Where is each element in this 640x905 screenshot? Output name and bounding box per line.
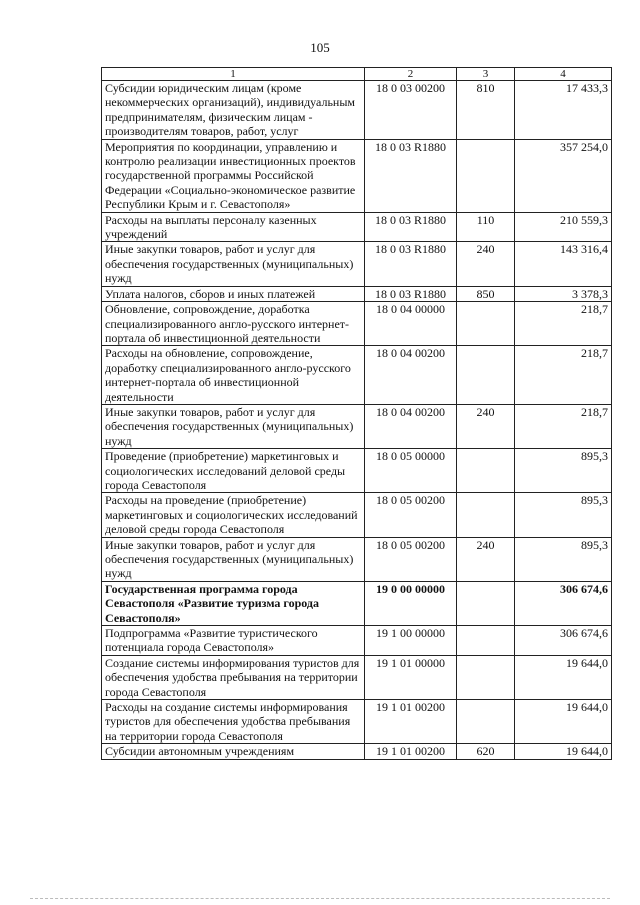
table-row — [102, 626, 612, 656]
row-name-cell: Иные закупки товаров, работ и услуг для обеспечения государственных (муниципальных) нужд — [102, 242, 365, 286]
row-sum-cell: 357 254,0 — [515, 139, 612, 212]
row-sum-cell: 218,7 — [515, 346, 612, 405]
table-row — [102, 744, 612, 759]
table-row — [102, 493, 612, 537]
row-type-cell — [457, 346, 515, 405]
row-code-cell: 18 0 03 00200 — [365, 81, 457, 140]
row-type-cell: 240 — [457, 404, 515, 448]
page-bottom-edge — [30, 898, 610, 899]
table-row — [102, 655, 612, 699]
header-col-3: 3 — [457, 68, 515, 81]
table-row — [102, 404, 612, 448]
row-sum-cell: 3 378,3 — [515, 286, 612, 301]
row-type-cell — [457, 626, 515, 656]
row-sum-cell: 218,7 — [515, 404, 612, 448]
row-code-cell: 18 0 03 R1880 — [365, 212, 457, 242]
row-sum-cell: 895,3 — [515, 493, 612, 537]
row-name-cell: Подпрограмма «Развитие туристического потенциала города Севастополя» — [102, 626, 365, 656]
row-type-cell: 240 — [457, 537, 515, 581]
table-row — [102, 81, 612, 140]
row-type-cell — [457, 449, 515, 493]
row-name-cell: Расходы на обновление, сопровождение, доработку специализированного англо-русского интернет-портала об инвестиционной деятельности — [102, 346, 365, 405]
row-sum-cell: 210 559,3 — [515, 212, 612, 242]
row-sum-cell: 306 674,6 — [515, 581, 612, 625]
row-name-cell: Субсидии юридическим лицам (кроме некоммерческих организаций), индивидуальным предпринимателям, физическим лицам - производителям товаров, работ, услуг — [102, 81, 365, 140]
table-header-row — [102, 68, 612, 81]
row-name-cell: Субсидии автономным учреждениям — [102, 744, 365, 759]
row-type-cell — [457, 139, 515, 212]
row-type-cell — [457, 700, 515, 744]
table-row — [102, 212, 612, 242]
row-code-cell: 19 1 01 00200 — [365, 700, 457, 744]
row-sum-cell: 19 644,0 — [515, 700, 612, 744]
header-col-4: 4 — [515, 68, 612, 81]
row-name-cell: Обновление, сопровождение, доработка специализированного англо-русского интернет-портала об инвестиционной деятельности — [102, 302, 365, 346]
table-row — [102, 242, 612, 286]
row-sum-cell: 19 644,0 — [515, 744, 612, 759]
row-type-cell — [457, 493, 515, 537]
row-name-cell: Уплата налогов, сборов и иных платежей — [102, 286, 365, 301]
row-code-cell: 19 1 01 00200 — [365, 744, 457, 759]
row-code-cell: 18 0 05 00200 — [365, 493, 457, 537]
row-code-cell: 18 0 04 00200 — [365, 404, 457, 448]
row-sum-cell: 19 644,0 — [515, 655, 612, 699]
header-col-1: 1 — [102, 68, 365, 81]
row-type-cell: 110 — [457, 212, 515, 242]
row-type-cell: 850 — [457, 286, 515, 301]
row-name-cell: Иные закупки товаров, работ и услуг для обеспечения государственных (муниципальных) нужд — [102, 404, 365, 448]
table-row — [102, 346, 612, 405]
row-sum-cell: 17 433,3 — [515, 81, 612, 140]
row-name-cell: Расходы на проведение (приобретение) маркетинговых и социологических исследований деловой среды города Севастополя — [102, 493, 365, 537]
row-name-cell: Иные закупки товаров, работ и услуг для обеспечения государственных (муниципальных) нужд — [102, 537, 365, 581]
row-sum-cell: 218,7 — [515, 302, 612, 346]
row-code-cell: 19 0 00 00000 — [365, 581, 457, 625]
table-row — [102, 449, 612, 493]
row-name-cell: Создание системы информирования туристов для обеспечения удобства пребывания на территории города Севастополя — [102, 655, 365, 699]
row-type-cell — [457, 302, 515, 346]
row-sum-cell: 143 316,4 — [515, 242, 612, 286]
row-type-cell: 240 — [457, 242, 515, 286]
header-col-2: 2 — [365, 68, 457, 81]
row-name-cell: Государственная программа города Севастополя «Развитие туризма города Севастополя» — [102, 581, 365, 625]
row-code-cell: 18 0 04 00200 — [365, 346, 457, 405]
budget-table — [101, 67, 612, 760]
row-sum-cell: 306 674,6 — [515, 626, 612, 656]
row-name-cell: Проведение (приобретение) маркетинговых и социологических исследований деловой среды города Севастополя — [102, 449, 365, 493]
table-row — [102, 286, 612, 301]
page-number: 105 — [310, 40, 330, 55]
row-code-cell: 19 1 00 00000 — [365, 626, 457, 656]
table-row — [102, 700, 612, 744]
row-name-cell: Мероприятия по координации, управлению и контролю реализации инвестиционных проектов государственной программы Российской Федерации «Социально-экономическое развитие Республики Крым и г. Севастополя» — [102, 139, 365, 212]
row-type-cell — [457, 655, 515, 699]
row-code-cell: 19 1 01 00000 — [365, 655, 457, 699]
table-row — [102, 581, 612, 625]
table-row — [102, 302, 612, 346]
row-type-cell: 620 — [457, 744, 515, 759]
row-sum-cell: 895,3 — [515, 537, 612, 581]
row-name-cell: Расходы на создание системы информирования туристов для обеспечения удобства пребывания на территории города Севастополя — [102, 700, 365, 744]
row-code-cell: 18 0 03 R1880 — [365, 139, 457, 212]
table-row — [102, 139, 612, 212]
row-code-cell: 18 0 04 00000 — [365, 302, 457, 346]
row-code-cell: 18 0 03 R1880 — [365, 242, 457, 286]
row-sum-cell: 895,3 — [515, 449, 612, 493]
row-name-cell: Расходы на выплаты персоналу казенных учреждений — [102, 212, 365, 242]
row-type-cell: 810 — [457, 81, 515, 140]
table-row — [102, 537, 612, 581]
row-code-cell: 18 0 05 00200 — [365, 537, 457, 581]
row-type-cell — [457, 581, 515, 625]
row-code-cell: 18 0 03 R1880 — [365, 286, 457, 301]
row-code-cell: 18 0 05 00000 — [365, 449, 457, 493]
